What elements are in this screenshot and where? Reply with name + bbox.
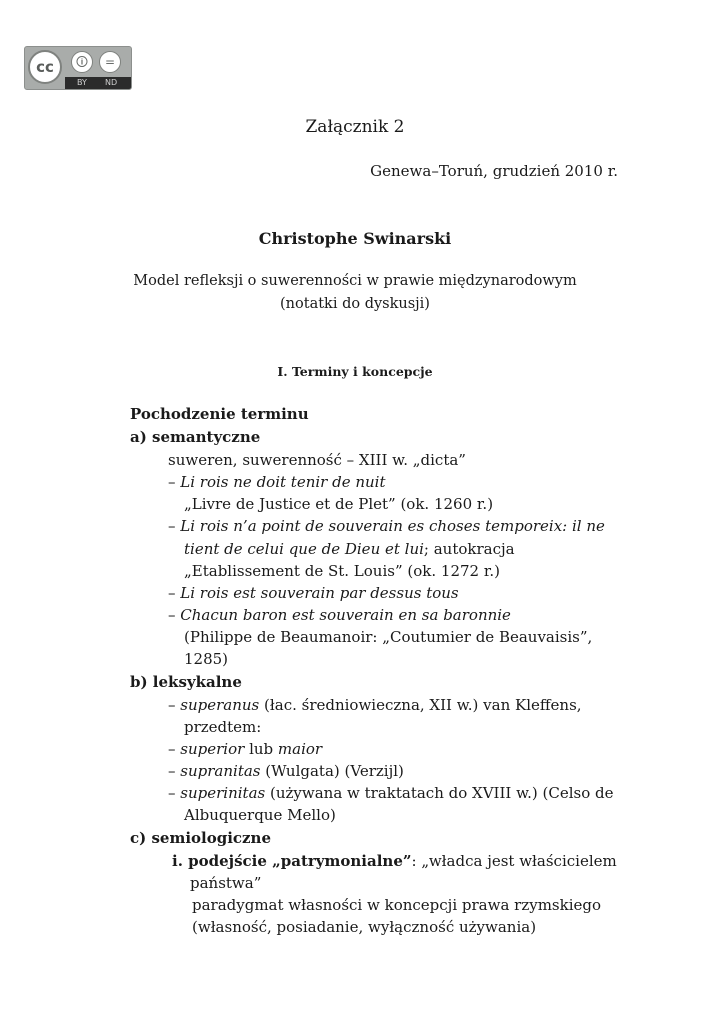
a-intro: suweren, suwerenność – XIII w. „dicta” xyxy=(168,451,466,469)
license-badge xyxy=(24,46,132,90)
a-list-item-1-source: „Livre de Justice et de Plet” (ok. 1260 r.) xyxy=(184,495,494,513)
subsection-c-label: c) semiologiczne xyxy=(130,829,272,847)
b-list-item-4: – superinitas (używana w traktatach do XVIII w.) (Celso de xyxy=(168,784,614,802)
c-item-i-paradigm-cont: (własność, posiadanie, wyłączność używania) xyxy=(192,918,537,936)
b-list-item-4-cont: Albuquerque Mello) xyxy=(184,806,336,824)
subsection-a-label: a) semantyczne xyxy=(130,428,261,446)
a-list-item-4-year: 1285) xyxy=(184,650,229,668)
c-item-i-cont: państwa” xyxy=(190,874,262,892)
a-list-item-3: – Li rois est souverain par dessus tous xyxy=(168,584,459,602)
c-item-i-paradigm: paradygmat własności w koncepcji prawa rzymskiego xyxy=(192,896,602,914)
by-icon: 🛈 xyxy=(71,51,93,73)
nd-icon: = xyxy=(99,51,121,73)
subsection-b-label: b) leksykalne xyxy=(130,673,242,691)
author-name: Christophe Swinarski xyxy=(258,229,452,248)
a-list-item-2-cont: tient de celui que de Dieu et lui; autokracja xyxy=(184,540,515,558)
section-heading: I. Terminy i koncepcje xyxy=(277,364,433,379)
c-item-i: i. podejście „patrymonialne”: „władca jest właścicielem xyxy=(172,852,617,870)
license-nd-label: ND xyxy=(105,78,118,87)
a-list-item-2-source: „Etablissement de St. Louis” (ok. 1272 r.) xyxy=(184,562,500,580)
a-list-item-4: – Chacun baron est souverain en sa baronnie xyxy=(168,606,511,624)
subtitle-line-1: Model refleksji o suwerenności w prawie międzynarodowym xyxy=(133,273,577,289)
a-list-item-1: – Li rois ne doit tenir de nuit xyxy=(168,473,386,491)
a-list-item-2: – Li rois n’a point de souverain es choses temporeix: il ne xyxy=(168,517,605,535)
place-date: Genewa–Toruń, grudzień 2010 r. xyxy=(370,162,618,180)
license-band xyxy=(65,77,131,89)
cc-icon: cc xyxy=(28,50,62,84)
license-by-label: BY xyxy=(77,78,87,87)
b-list-item-2: – superior lub maior xyxy=(168,740,323,758)
b-list-item-3: – supranitas (Wulgata) (Verzijl) xyxy=(168,762,404,780)
subtitle-line-2: (notatki do dyskusji) xyxy=(280,296,430,312)
annex-title: Załącznik 2 xyxy=(305,117,405,137)
b-list-item-1-cont: przedtem: xyxy=(184,718,262,736)
a-list-item-4-source: (Philippe de Beaumanoir: „Coutumier de Beauvaisis”, xyxy=(184,628,593,646)
b-list-item-1: – superanus (łac. średniowieczna, XII w.) van Kleffens, xyxy=(168,696,582,714)
origin-heading: Pochodzenie terminu xyxy=(130,405,309,423)
